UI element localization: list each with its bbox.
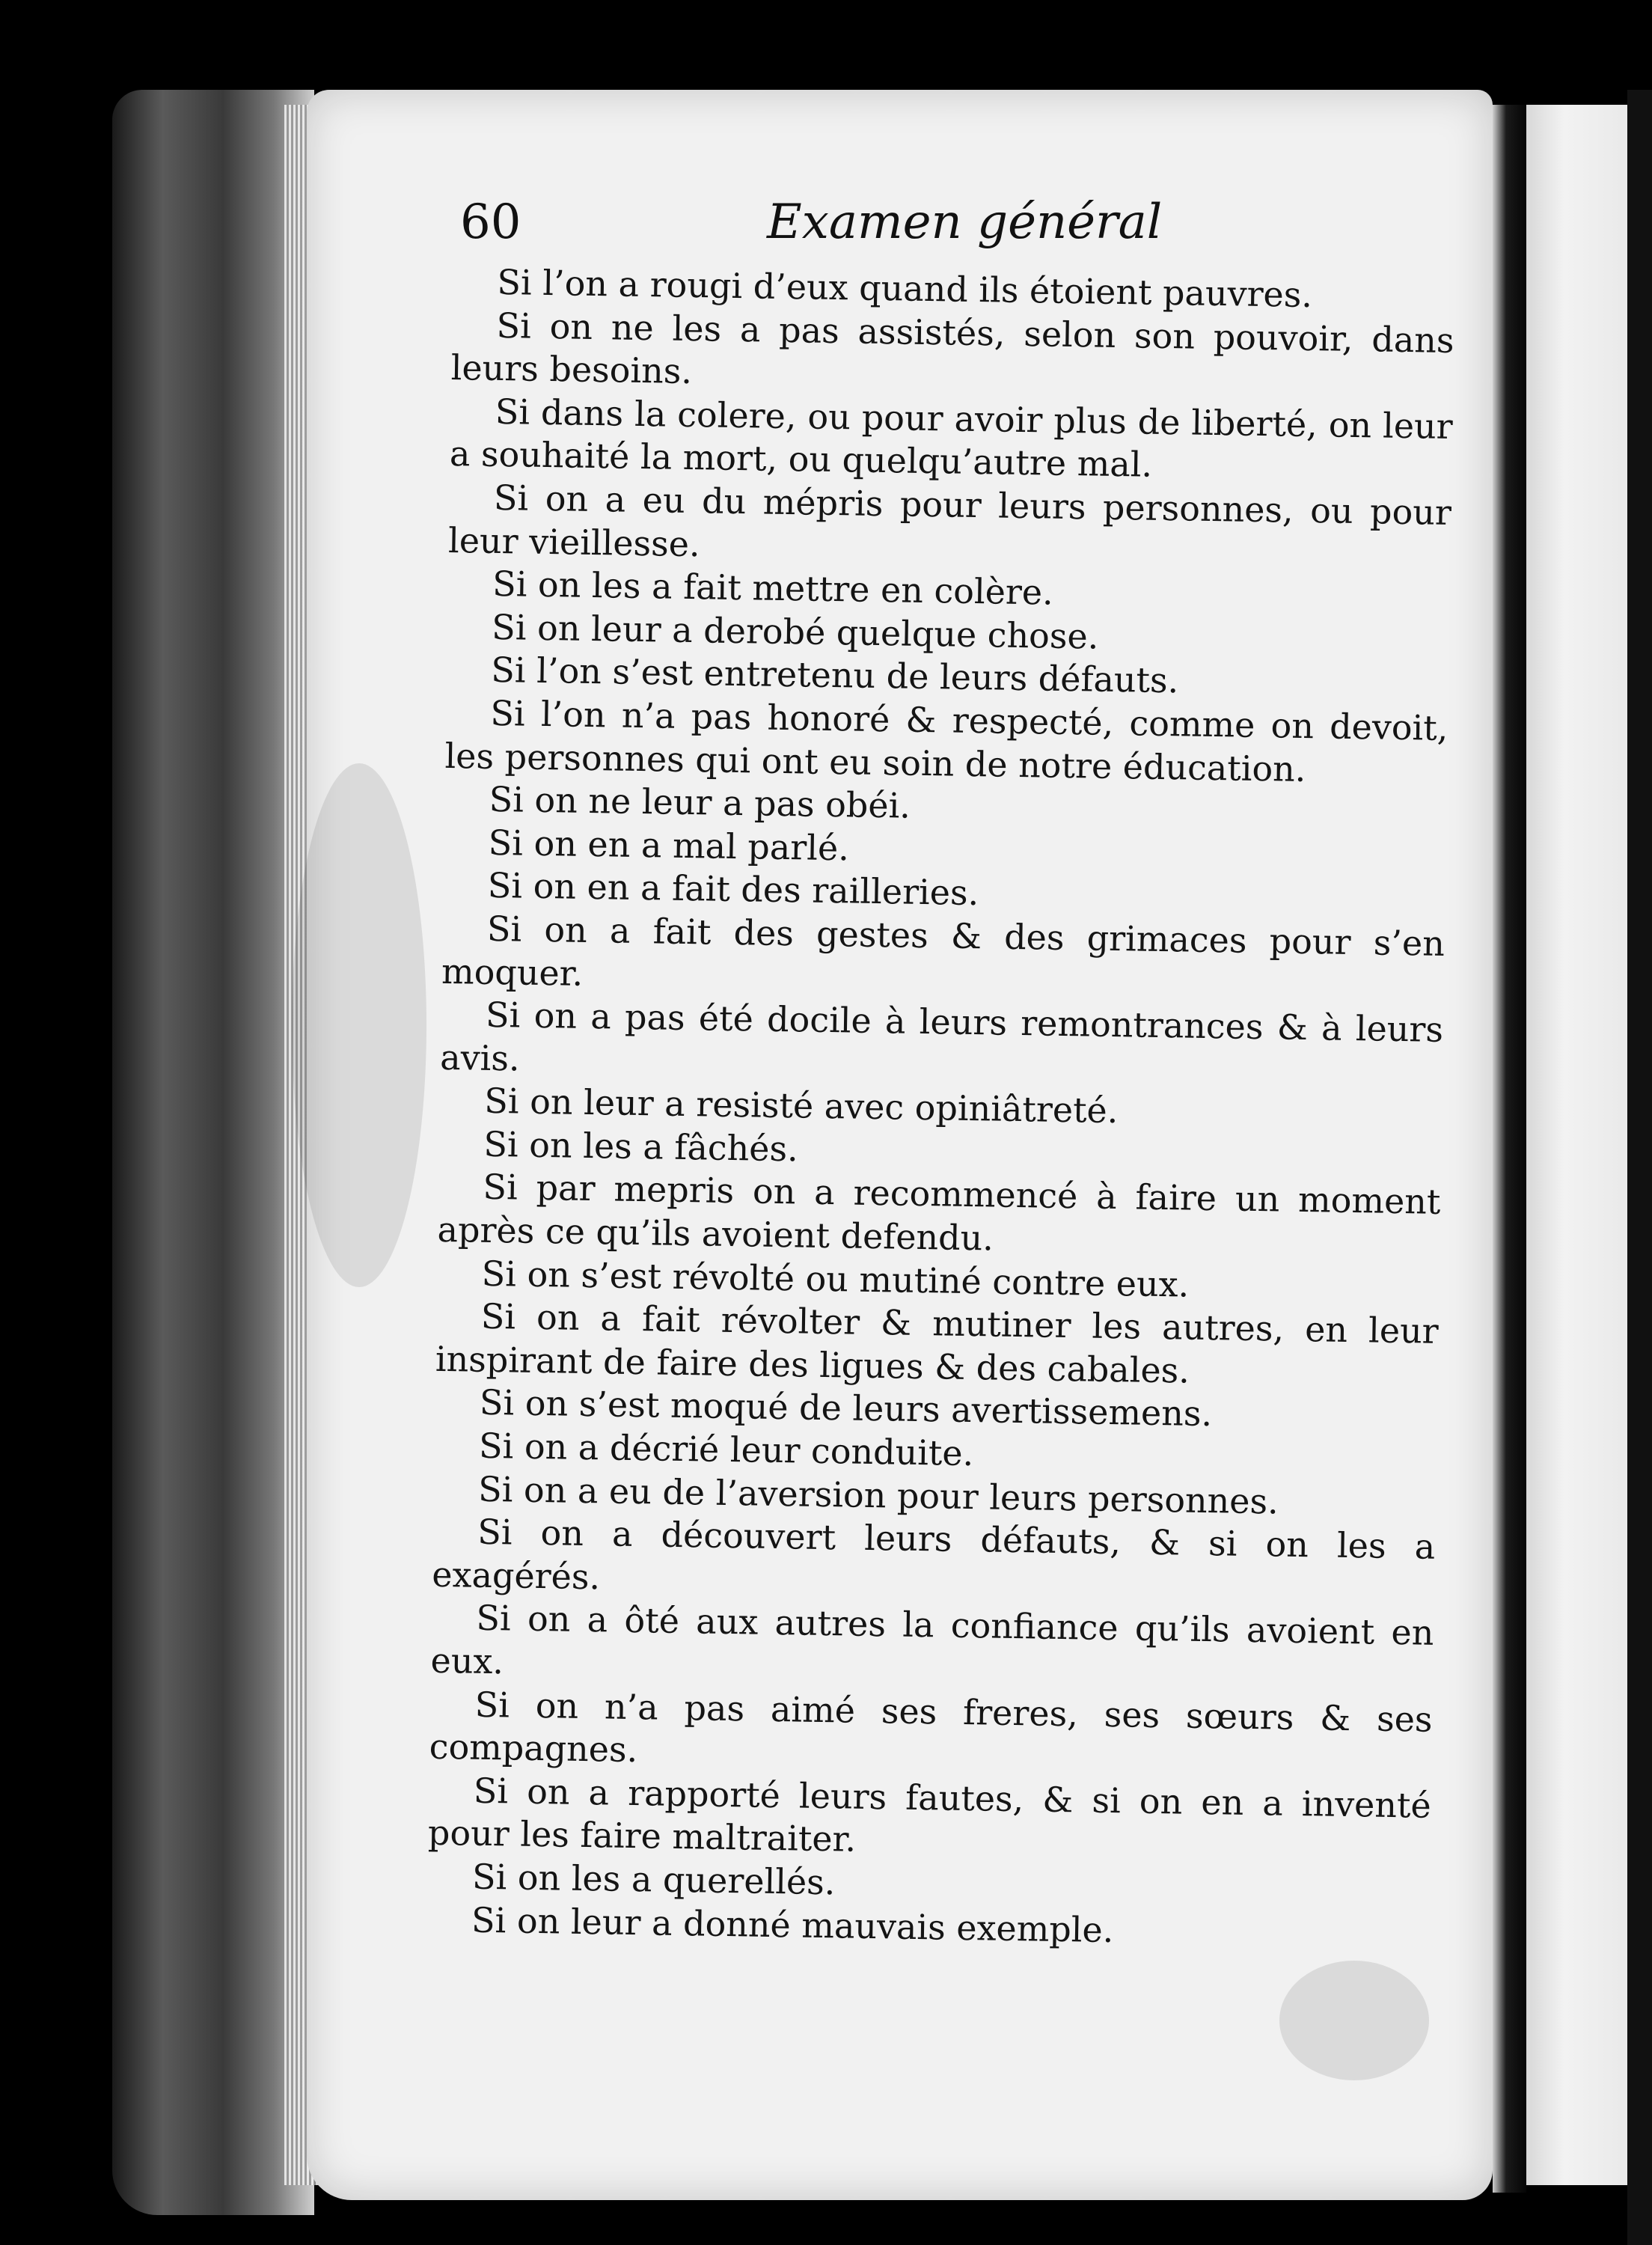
- paragraph: Si l’on s’est entretenu de leurs défauts.: [490, 650, 1179, 701]
- paragraph: Si on a rapporté leurs fautes, & si on en a inventé pour les faire maltraiter.: [427, 1770, 1432, 1860]
- paragraph: Si on a découvert leurs défauts, & si on les a exagérés.: [431, 1511, 1436, 1598]
- scan-border: [1627, 90, 1652, 2245]
- book-page: [307, 90, 1493, 2200]
- paragraph: Si on s’est moqué de leurs avertissemens.: [479, 1382, 1213, 1435]
- paragraph: Si on les a fâchés.: [483, 1123, 799, 1170]
- paragraph: Si on s’est révolté ou mutiné contre eux.: [481, 1253, 1190, 1305]
- paragraph: Si on les a querellés.: [471, 1856, 836, 1903]
- paragraph: Si on leur a derobé quelque chose.: [491, 606, 1099, 657]
- paragraph: Si on en a fait des railleries.: [487, 865, 979, 914]
- book-gutter: [1493, 105, 1526, 2193]
- paragraph: Si on a eu du mépris pour leurs personnes, ou pour leur vieillesse.: [447, 477, 1452, 564]
- paragraph: Si l’on n’a pas honoré & respecté, comme on devoit, les personnes qui ont eu soin de notre éducation.: [444, 692, 1448, 789]
- page-body: [426, 260, 1455, 1957]
- paragraph: Si on a fait révolter & mutiner les autres, en leur inspirant de faire des ligues & des cabales.: [435, 1296, 1440, 1391]
- paragraph: Si on ne leur a pas obéi.: [489, 778, 911, 826]
- paragraph: Si on en a mal parlé.: [488, 822, 850, 869]
- paragraph: Si on les a fait mettre en colère.: [492, 563, 1054, 613]
- paper-stain: [292, 763, 426, 1287]
- paragraph: Si on leur a resisté avec opiniâtreté.: [483, 1081, 1119, 1131]
- page-number: 60: [460, 195, 521, 250]
- paper-stain: [1279, 1961, 1429, 2080]
- paragraph: Si l’on a rougi d’eux quand ils étoient pauvres.: [497, 261, 1313, 316]
- paragraph: Si on a ôté aux autres la confiance qu’ils avoient en eux.: [430, 1598, 1434, 1682]
- paragraph: Si on ne les a pas assistés, selon son pouvoir, dans leurs besoins.: [450, 305, 1454, 392]
- paragraph: Si dans la colere, ou pour avoir plus de liberté, on leur a souhaité la mort, ou quelqu’autre mal.: [449, 391, 1454, 486]
- paragraph: Si on leur a donné mauvais exemple.: [471, 1899, 1114, 1950]
- paragraph: Si par mepris on a recommencé à faire un moment après ce qu’ils avoient defendu.: [437, 1167, 1441, 1259]
- paragraph: Si on a décrié leur conduite.: [478, 1425, 974, 1474]
- running-title: Examen général: [767, 195, 1163, 250]
- paragraph: Si on a fait des gestes & des grimaces pour s’en moquer.: [441, 908, 1446, 994]
- paragraph: Si on n’a pas aimé ses freres, ses sœurs & ses compagnes.: [429, 1684, 1433, 1771]
- paragraph: Si on a pas été docile à leurs remontrances & à leurs avis.: [439, 994, 1444, 1079]
- paragraph: Si on a eu de l’aversion pour leurs personnes.: [477, 1468, 1279, 1522]
